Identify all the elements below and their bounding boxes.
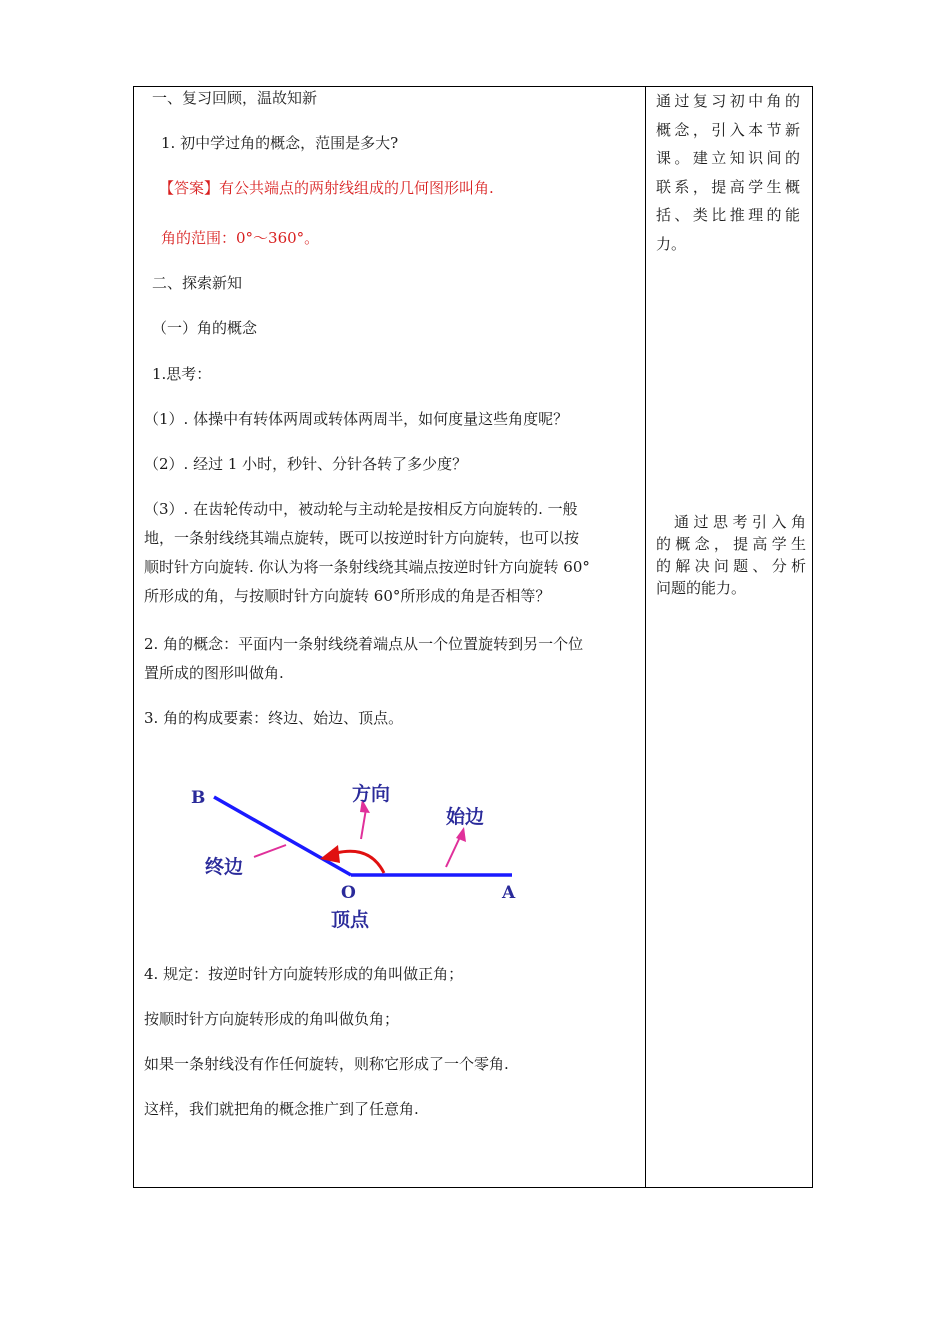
range-text: 角的范围：0°～360°。 [161, 229, 320, 247]
think-heading: 1.思考： [152, 365, 212, 383]
terminal-side-pointer [254, 845, 286, 857]
note1-line: 联系，提高学生概 [656, 177, 800, 196]
rule-positive: 4. 规定：按逆时针方向旋转形成的角叫做正角； [144, 965, 464, 983]
note2-line: 通过思考引入角 [674, 513, 806, 531]
answer-tag: 【答案】 [159, 179, 220, 197]
think-question-1: （1）. 体操中有转体两周或转体两周半，如何度量这些角度呢？ [144, 410, 569, 428]
rule-generalization: 这样，我们就把角的概念推广到了任意角. [144, 1100, 419, 1118]
label-vertex: 顶点 [331, 909, 370, 931]
teaching-note-2 [656, 511, 806, 599]
think-question-3-line-2: 地，一条射线绕其端点旋转，既可以按逆时针方向旋转，也可以按 [144, 529, 580, 547]
label-direction: 方向 [352, 783, 391, 805]
label-a: A [502, 883, 516, 903]
rule-zero: 如果一条射线没有作任何旋转，则称它形成了一个零角. [144, 1055, 509, 1073]
question-1: 1. 初中学过角的概念，范围是多大? [161, 134, 399, 152]
think-question-2: （2）. 经过 1 小时，秒针、分针各转了多少度？ [144, 455, 468, 473]
label-terminal-side: 终边 [205, 856, 244, 878]
review-heading: 一、复习回顾，温故知新 [152, 89, 318, 107]
note1-line: 力。 [656, 234, 687, 253]
concept-line-1: 2. 角的概念：平面内一条射线绕着端点从一个位置旋转到另一个位 [144, 635, 584, 653]
answer-text: 有公共端点的两射线组成的几何图形叫角. [219, 179, 494, 197]
initial-side-pointer-head [456, 827, 466, 842]
subsection-angle-concept: （一）角的概念 [152, 319, 258, 337]
label-o: O [341, 883, 356, 903]
note2-line: 的解决问题、分析 [656, 557, 806, 575]
note2-line: 问题的能力。 [656, 579, 747, 597]
concept-line-2: 置所成的图形叫做角. [144, 664, 284, 682]
initial-side-pointer [446, 837, 460, 867]
note2-line: 的概念，提高学生 [656, 535, 806, 553]
angle-diagram [174, 767, 534, 937]
note1-line: 概念，引入本节新 [656, 120, 800, 139]
think-question-3-line-4: 所形成的角，与按顺时针方向旋转 60°所形成的角是否相等？ [144, 587, 551, 605]
direction-pointer [361, 809, 366, 839]
label-b: B [191, 788, 206, 808]
column-divider [645, 87, 646, 1187]
lesson-table [133, 86, 813, 1188]
think-question-3-line-1: （3）. 在齿轮传动中，被动轮与主动轮是按相反方向旋转的. 一般 [144, 500, 578, 518]
note1-line: 括、类比推理的能 [656, 206, 800, 224]
think-question-3-line-3: 顺时针方向旋转. 你认为将一条射线绕其端点按逆时针方向旋转 60° [144, 558, 590, 576]
angle-elements: 3. 角的构成要素：终边、始边、顶点。 [144, 709, 404, 727]
label-initial-side: 始边 [446, 806, 485, 828]
note1-line: 通过复习初中角的 [656, 92, 800, 110]
rule-negative: 按顺时针方向旋转形成的角叫做负角； [144, 1010, 400, 1028]
explore-heading: 二、探索新知 [152, 274, 243, 292]
teaching-note-1 [656, 87, 800, 258]
note1-line: 课。建立知识间的 [656, 149, 800, 167]
answer-line [159, 178, 494, 198]
